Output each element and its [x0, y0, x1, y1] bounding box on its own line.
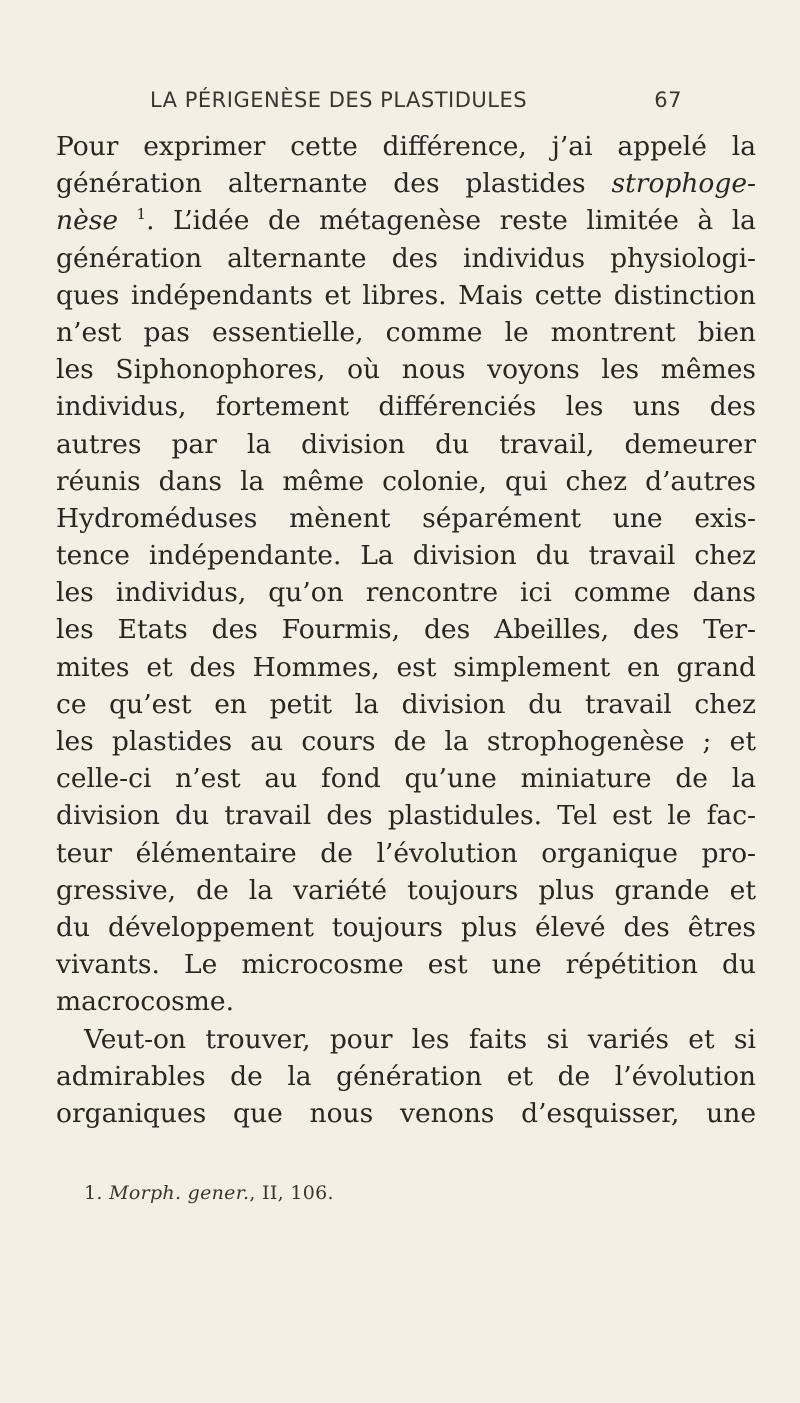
text-line: admirables de la génération et de l’évolution	[56, 1060, 756, 1092]
running-head	[150, 88, 682, 118]
footnote-title: Morph. gener.	[109, 1182, 250, 1204]
footnote-reference: , II, 106.	[249, 1182, 334, 1204]
text-line	[56, 165, 756, 202]
text-line: Hydroméduses mènent séparément une exis-	[56, 502, 756, 534]
text-line: les Etats des Fourmis, des Abeilles, des Ter-	[56, 614, 756, 646]
text-line: gressive, de la variété toujours plus grande et	[56, 874, 756, 906]
text-line: vivants. Le microcosme est une répétition du	[56, 949, 756, 981]
footnote	[84, 1182, 334, 1204]
text-line: tence indépendante. La division du travail chez	[56, 540, 756, 572]
text-line: macrocosme.	[56, 986, 235, 1018]
text-line: Veut-on trouver, pour les faits si variés et si	[84, 1023, 756, 1055]
text-line: du développement toujours plus élevé des êtres	[56, 911, 756, 943]
text-line	[56, 202, 756, 239]
text-line: mites et des Hommes, est simplement en grand	[56, 651, 756, 683]
body-text	[56, 128, 756, 1132]
text-line: organiques que nous venons d’esquisser, une	[56, 1097, 756, 1129]
text-line: autres par la division du travail, demeurer	[56, 428, 756, 460]
italic-term: nèse	[56, 205, 119, 237]
text-line: les Siphonophores, où nous voyons les mêmes	[56, 354, 756, 386]
text-line: division du travail des plastidules. Tel est le fac-	[56, 800, 756, 832]
page-number: 67	[654, 88, 682, 112]
text-line: réunis dans la même colonie, qui chez d’autres	[56, 465, 756, 497]
text-line: génération alternante des individus physiologi-	[56, 242, 756, 274]
text-fragment: . L’idée de métagenèse reste limitée à la	[146, 205, 756, 237]
text-line: les individus, qu’on rencontre ici comme dans	[56, 577, 756, 609]
text-line: celle-ci n’est au fond qu’une miniature de la	[56, 763, 756, 795]
footnote-marker: 1	[136, 205, 147, 224]
text-line: ques indépendants et libres. Mais cette distinction	[56, 279, 756, 311]
text-line: individus, fortement différenciés les uns des	[56, 391, 756, 423]
text-line: n’est pas essentielle, comme le montrent bien	[56, 316, 756, 348]
text-line: teur élémentaire de l’évolution organique pro-	[56, 837, 756, 869]
footnote-number: 1.	[84, 1182, 110, 1204]
text-fragment: génération alternante des plastides	[56, 168, 612, 200]
text-line: les plastides au cours de la strophogenèse ; et	[56, 726, 756, 757]
text-line: ce qu’est en petit la division du travail chez	[56, 688, 756, 720]
text-line: Pour exprimer cette différence, j’ai appelé la	[56, 131, 756, 162]
italic-term: strophoge-	[611, 168, 756, 200]
running-title: LA PÉRIGENÈSE DES PLASTIDULES	[150, 88, 528, 112]
